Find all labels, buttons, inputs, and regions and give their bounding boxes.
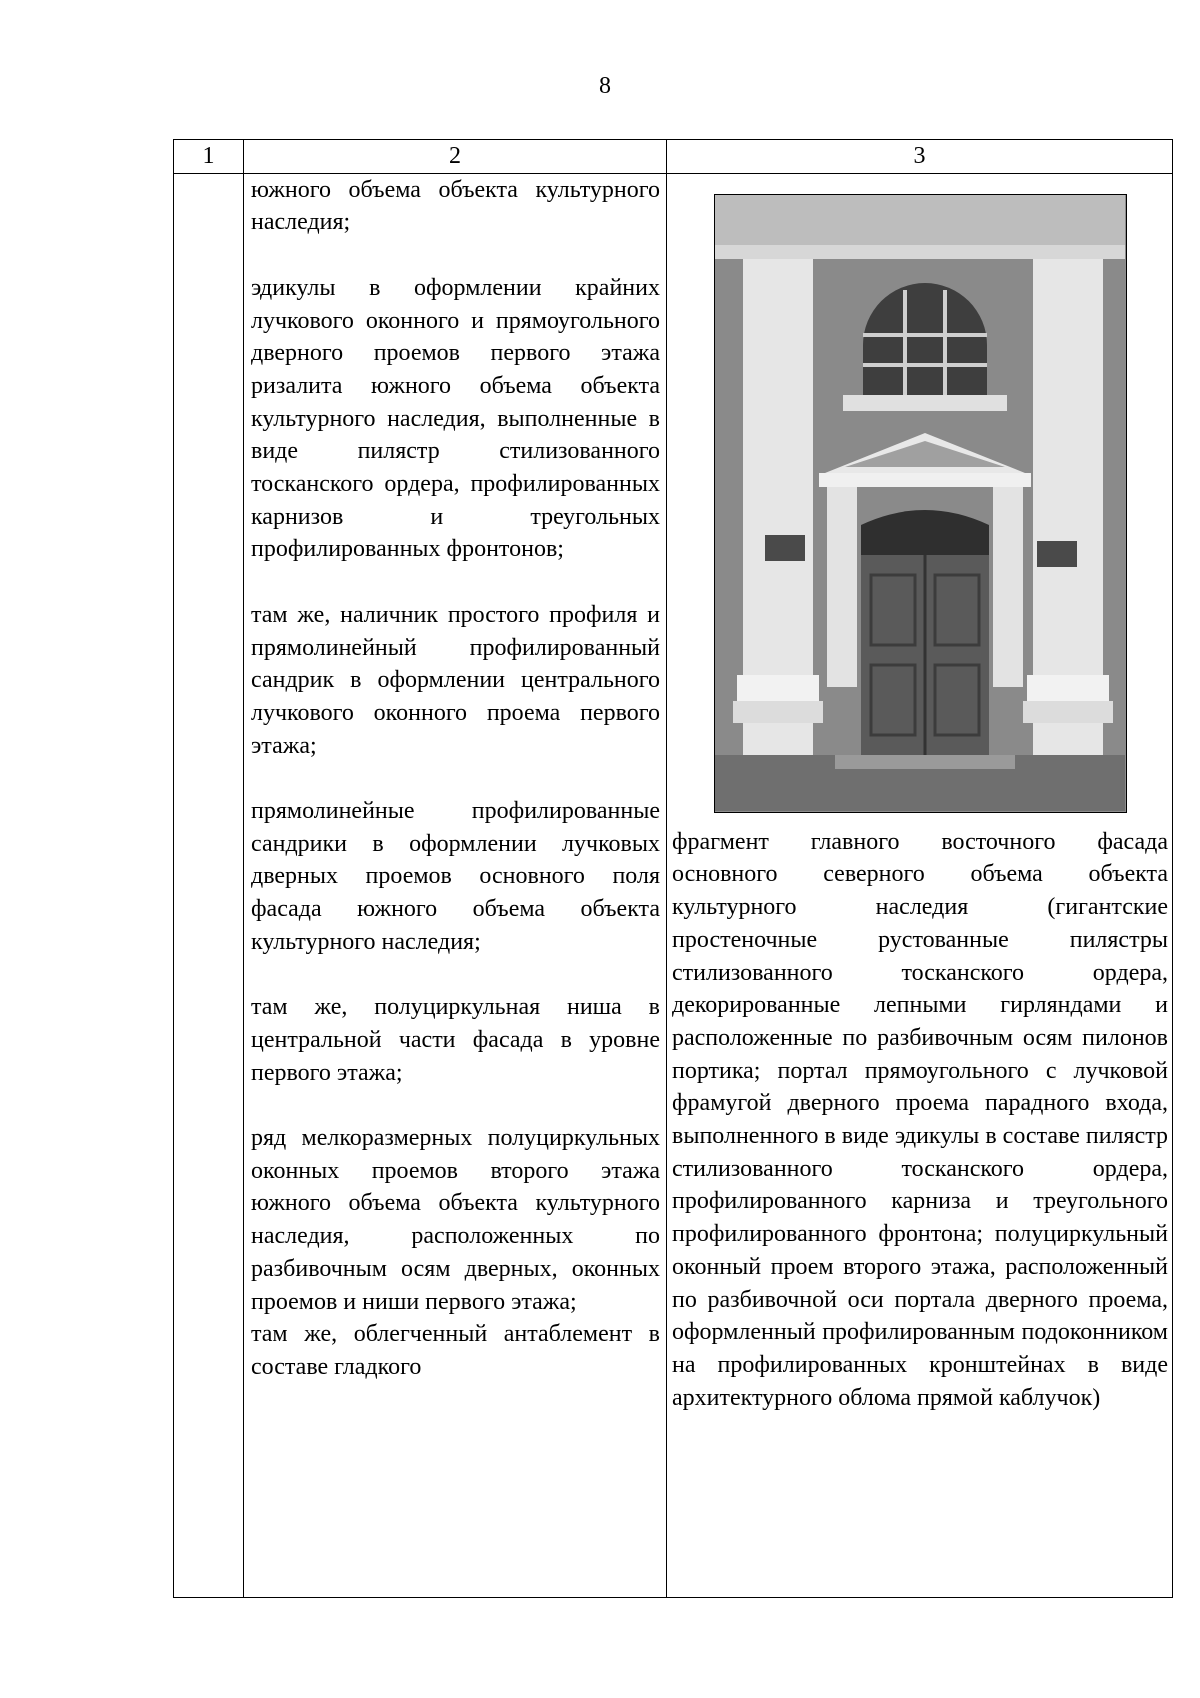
header-col-3: 3 — [667, 140, 1173, 174]
col2-paragraph-3: там же, наличник простого профиля и прямолинейный профилированный сандрик в оформлении центрального лучкового оконного проема первого этажа; — [251, 601, 660, 759]
header-col-1: 1 — [174, 140, 244, 174]
header-row — [174, 140, 1173, 174]
photo-caption: фрагмент главного восточного фасада основного северного объема объекта культурного наследия (гигантские простеночные рустованные пилястры стилизованного тосканского ордера, декорированные лепными гирляндами и расположенные по разбивочным осям пилонов портика; портал прямоугольного с лучковой фрамугой дверного проема парадного входа, выполненного в виде эдикулы в составе пилястр стилизованного тосканского ордера, профилированного карниза и треугольного профилированного фронтона; полуциркульный оконный проем второго этажа, расположенный по разбивочной оси портала дверного проема, оформленный профилированным подоконником на профилированных кронштейнах в виде архитектурного облома прямой каблучок) — [672, 828, 1168, 1411]
facade-photo-drawing — [715, 195, 1125, 811]
col2-cell — [244, 173, 667, 1597]
photo-wrapper — [672, 194, 1168, 815]
content-row — [174, 173, 1173, 1597]
col2-paragraph-2: эдикулы в оформлении крайних лучкового оконного и прямоугольного дверного проемов первого этажа ризалита южного объема объекта культурного наследия, выполненные в виде пилястр стилизованного тосканского ордера, профилированных карнизов и треугольных профилированных фронтонов; — [251, 274, 660, 563]
facade-photo — [714, 194, 1127, 813]
col2-paragraph-7: там же, облегченный антаблемент в составе гладкого — [251, 1321, 660, 1380]
col2-paragraph-4: прямолинейные профилированные сандрики в оформлении лучковых дверных проемов основного поля фасада южного объема объекта культурного наследия; — [251, 798, 660, 955]
col3-cell — [667, 173, 1173, 1597]
col2-paragraph-1: южного объема объекта культурного наследия; — [251, 176, 660, 236]
col1-cell — [174, 173, 244, 1597]
col2-paragraph-6: ряд мелкоразмерных полуциркульных оконных проемов второго этажа южного объема объекта культурного наследия, расположенных по разбивочным осям дверных, оконных проемов и ниши первого этажа; — [251, 1125, 660, 1315]
col2-paragraph-5: там же, полуциркульная ниша в центральной части фасада в уровне первого этажа; — [251, 994, 660, 1086]
header-col-2: 2 — [244, 140, 667, 174]
heritage-table — [173, 139, 1173, 1598]
page-number: 8 — [599, 73, 611, 99]
